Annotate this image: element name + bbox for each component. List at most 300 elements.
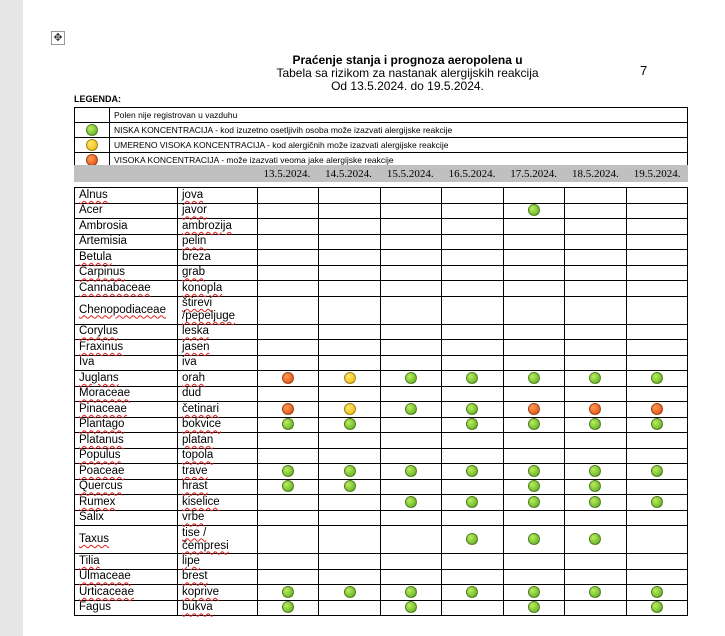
local-name: ambrozija (182, 219, 232, 232)
latin-name-cell (75, 569, 178, 585)
latin-name-cell (75, 281, 178, 297)
low-concentration-dot-icon (466, 533, 478, 545)
table-row (75, 219, 688, 235)
level-cell (626, 265, 687, 281)
level-cell (258, 340, 319, 356)
local-name-cell (178, 203, 258, 219)
latin-name-cell (75, 296, 178, 324)
latin-name: Pinaceae (79, 402, 127, 415)
level-cell (626, 464, 687, 480)
level-cell (442, 371, 503, 387)
level-cell (626, 448, 687, 464)
level-cell (319, 464, 380, 480)
local-name-cell (178, 340, 258, 356)
level-cell (442, 600, 503, 616)
latin-name: Fagus (79, 601, 111, 614)
level-cell (380, 600, 441, 616)
latin-name: Moraceae (79, 387, 131, 400)
level-cell (626, 355, 687, 371)
latin-name: Juglans (79, 371, 119, 384)
level-cell (626, 250, 687, 266)
level-cell (319, 402, 380, 418)
low-concentration-dot-icon (405, 496, 417, 508)
level-cell (442, 402, 503, 418)
page-number: 7 (640, 63, 648, 78)
local-name: hrast (182, 480, 208, 493)
level-cell (503, 265, 564, 281)
level-cell (565, 324, 626, 340)
level-cell (319, 600, 380, 616)
document-title (245, 54, 570, 93)
local-name-cell (178, 479, 258, 495)
local-name-cell (178, 600, 258, 616)
level-cell (319, 324, 380, 340)
latin-name-cell (75, 250, 178, 266)
latin-name: Carpinus (79, 266, 126, 279)
level-cell (626, 203, 687, 219)
latin-name-cell (75, 188, 178, 204)
level-cell (626, 526, 687, 554)
level-cell (565, 433, 626, 449)
legend-text: NISKA KONCENTRACIJA - kod izuzetno osetljivih osoba može izazvati alergijske reakcije (110, 123, 688, 138)
level-cell (442, 554, 503, 570)
local-name: javor (182, 204, 207, 217)
local-name-cell (178, 510, 258, 526)
level-cell (626, 386, 687, 402)
level-cell (258, 479, 319, 495)
level-cell (503, 417, 564, 433)
level-cell (565, 371, 626, 387)
title-line-2: Tabela sa rizikom za nastanak alergijskih reakcija (276, 66, 539, 80)
level-cell (380, 371, 441, 387)
level-cell (319, 340, 380, 356)
level-cell (258, 417, 319, 433)
level-cell (258, 464, 319, 480)
date-header: 17.5.2024. (510, 167, 558, 180)
level-cell (503, 219, 564, 235)
low-concentration-dot-icon (589, 465, 601, 477)
mod-concentration-dot-icon (344, 403, 356, 415)
level-cell (380, 281, 441, 297)
level-cell (503, 371, 564, 387)
level-cell (442, 340, 503, 356)
latin-name: Poaceae (79, 464, 125, 477)
level-cell (626, 324, 687, 340)
local-name-cell (178, 188, 258, 204)
level-cell (565, 417, 626, 433)
local-name-cell (178, 324, 258, 340)
level-cell (319, 203, 380, 219)
table-row (75, 448, 688, 464)
level-cell (503, 234, 564, 250)
level-cell (626, 371, 687, 387)
level-cell (319, 433, 380, 449)
table-row (75, 355, 688, 371)
local-name-cell (178, 464, 258, 480)
local-name: vrbe (182, 511, 205, 524)
legend-row (75, 123, 688, 138)
low-concentration-dot-icon (528, 465, 540, 477)
local-name-cell (178, 402, 258, 418)
low-concentration-dot-icon (466, 403, 478, 415)
latin-name: Betula (79, 250, 112, 263)
level-cell (442, 510, 503, 526)
low-concentration-dot-icon (405, 403, 417, 415)
legend-symbol (75, 123, 110, 138)
local-name: četinari (182, 402, 220, 415)
local-name: platan (182, 433, 214, 446)
legend-text: VISOKA KONCENTRACIJA - može izazvati veoma jake alergijske reakcije (110, 153, 688, 168)
level-cell (565, 495, 626, 511)
local-name: jasen (182, 340, 210, 353)
level-cell (626, 402, 687, 418)
low-concentration-dot-icon (405, 465, 417, 477)
level-cell (380, 355, 441, 371)
level-cell (442, 448, 503, 464)
latin-name: Ambrosia (79, 219, 128, 232)
local-name-cell (178, 281, 258, 297)
local-name: konopla (182, 281, 223, 294)
table-row (75, 402, 688, 418)
local-name-cell (178, 296, 258, 324)
latin-name: Acer (79, 204, 103, 217)
level-cell (319, 417, 380, 433)
date-header: 14.5.2024. (325, 167, 372, 180)
level-cell (319, 479, 380, 495)
table-row (75, 371, 688, 387)
level-cell (258, 495, 319, 511)
date-header: 15.5.2024. (386, 167, 434, 180)
latin-name: Quercus (79, 480, 123, 493)
table-move-handle-icon[interactable]: ✥ (51, 31, 65, 45)
low-concentration-dot-icon (589, 496, 601, 508)
level-cell (565, 203, 626, 219)
level-cell (319, 188, 380, 204)
level-cell (503, 479, 564, 495)
level-cell (258, 265, 319, 281)
level-cell (380, 219, 441, 235)
latin-name: Salix (79, 511, 104, 524)
level-cell (319, 281, 380, 297)
date-header: 13.5.2024. (263, 167, 311, 180)
level-cell (503, 340, 564, 356)
table-row (75, 250, 688, 266)
table-row (75, 526, 688, 554)
latin-name: Plantago (79, 418, 125, 431)
table-row (75, 281, 688, 297)
level-cell (626, 188, 687, 204)
latin-name: Alnus (79, 188, 108, 201)
high-concentration-dot-icon (282, 403, 294, 415)
level-cell (626, 340, 687, 356)
legend-text: UMERENO VISOKA KONCENTRACIJA - kod alergičnih može izazvati alergijske reakcije (110, 138, 688, 153)
low-concentration-dot-icon (528, 204, 540, 216)
level-cell (503, 203, 564, 219)
latin-name-cell (75, 234, 178, 250)
level-cell (258, 569, 319, 585)
level-cell (442, 188, 503, 204)
table-row (75, 554, 688, 570)
latin-name: Platanus (79, 433, 124, 446)
level-cell (380, 402, 441, 418)
latin-name-cell (75, 219, 178, 235)
level-cell (626, 219, 687, 235)
latin-name: Iva (79, 356, 95, 369)
date-header: 16.5.2024. (448, 167, 496, 180)
level-cell (626, 569, 687, 585)
level-cell (503, 386, 564, 402)
local-name: kiselice (182, 495, 220, 508)
low-concentration-dot-icon (528, 533, 540, 545)
table-row (75, 234, 688, 250)
level-cell (258, 386, 319, 402)
low-concentration-dot-icon (589, 533, 601, 545)
level-cell (258, 585, 319, 601)
level-cell (626, 495, 687, 511)
table-row (75, 479, 688, 495)
level-cell (503, 495, 564, 511)
level-cell (565, 234, 626, 250)
level-cell (565, 265, 626, 281)
latin-name: Taxus (79, 533, 110, 545)
level-cell (258, 600, 319, 616)
local-name: lipe (182, 554, 200, 567)
level-cell (258, 433, 319, 449)
level-cell (442, 265, 503, 281)
table-row (75, 417, 688, 433)
level-cell (565, 219, 626, 235)
level-cell (565, 554, 626, 570)
latin-name-cell (75, 340, 178, 356)
low-concentration-dot-icon (282, 480, 294, 492)
low-concentration-dot-icon (405, 372, 417, 384)
level-cell (442, 569, 503, 585)
table-row (75, 324, 688, 340)
level-cell (442, 585, 503, 601)
latin-name-cell (75, 433, 178, 449)
local-name: bukva (182, 601, 213, 614)
level-cell (442, 324, 503, 340)
local-name-cell (178, 371, 258, 387)
legend-symbol (75, 108, 110, 123)
level-cell (380, 495, 441, 511)
high-concentration-dot-icon (528, 403, 540, 415)
latin-name-cell (75, 417, 178, 433)
local-name-cell (178, 265, 258, 281)
level-cell (319, 510, 380, 526)
low-concentration-dot-icon (589, 586, 601, 598)
latin-name-cell (75, 585, 178, 601)
local-name-cell (178, 386, 258, 402)
level-cell (258, 250, 319, 266)
level-cell (442, 464, 503, 480)
mod-concentration-dot-icon (86, 139, 98, 151)
local-name: leska (182, 325, 209, 338)
level-cell (565, 600, 626, 616)
local-name: bokvice (182, 418, 221, 431)
level-cell (380, 479, 441, 495)
level-cell (319, 355, 380, 371)
table-row (75, 585, 688, 601)
local-name: breza (182, 250, 211, 263)
level-cell (442, 433, 503, 449)
level-cell (380, 386, 441, 402)
level-cell (565, 402, 626, 418)
level-cell (626, 600, 687, 616)
table-row (75, 569, 688, 585)
low-concentration-dot-icon (466, 496, 478, 508)
pollen-table (74, 187, 688, 616)
level-cell (319, 554, 380, 570)
level-cell (380, 324, 441, 340)
level-cell (626, 417, 687, 433)
level-cell (258, 526, 319, 554)
level-cell (319, 250, 380, 266)
level-cell (380, 234, 441, 250)
level-cell (503, 281, 564, 297)
level-cell (565, 526, 626, 554)
level-cell (380, 526, 441, 554)
local-name-cell (178, 554, 258, 570)
level-cell (380, 340, 441, 356)
local-name-cell (178, 448, 258, 464)
level-cell (565, 585, 626, 601)
local-name: orah (182, 371, 206, 384)
legend-symbol (75, 138, 110, 153)
level-cell (442, 234, 503, 250)
level-cell (380, 250, 441, 266)
level-cell (258, 219, 319, 235)
level-cell (258, 510, 319, 526)
table-row (75, 495, 688, 511)
low-concentration-dot-icon (528, 601, 540, 613)
high-concentration-dot-icon (282, 372, 294, 384)
level-cell (442, 386, 503, 402)
latin-name-cell (75, 371, 178, 387)
legend-label: LEGENDA: (74, 94, 121, 104)
latin-name: Chenopodiaceae (79, 303, 166, 316)
low-concentration-dot-icon (528, 418, 540, 430)
level-cell (258, 296, 319, 324)
latin-name-cell (75, 464, 178, 480)
high-concentration-dot-icon (651, 403, 663, 415)
level-cell (565, 340, 626, 356)
date-header: 18.5.2024. (571, 167, 619, 180)
level-cell (503, 188, 564, 204)
latin-name-cell (75, 495, 178, 511)
low-concentration-dot-icon (466, 418, 478, 430)
level-cell (380, 569, 441, 585)
latin-name-cell (75, 402, 178, 418)
date-header-spacer (74, 165, 176, 182)
level-cell (503, 569, 564, 585)
local-name: brest (182, 570, 208, 583)
level-cell (258, 281, 319, 297)
local-name-cell (178, 585, 258, 601)
table-row (75, 464, 688, 480)
table-row (75, 510, 688, 526)
level-cell (319, 371, 380, 387)
level-cell (319, 296, 380, 324)
latin-name-cell (75, 554, 178, 570)
latin-name: Ulmaceae (79, 570, 131, 583)
level-cell (565, 448, 626, 464)
local-name: grab (182, 266, 206, 279)
level-cell (442, 296, 503, 324)
table-row (75, 203, 688, 219)
level-cell (565, 569, 626, 585)
table-row (75, 386, 688, 402)
level-cell (380, 585, 441, 601)
level-cell (626, 234, 687, 250)
level-cell (319, 219, 380, 235)
local-name-cell (178, 250, 258, 266)
level-cell (503, 250, 564, 266)
legend-text: Polen nije registrovan u vazduhu (110, 108, 688, 123)
level-cell (565, 355, 626, 371)
low-concentration-dot-icon (466, 372, 478, 384)
latin-name-cell (75, 324, 178, 340)
mod-concentration-dot-icon (344, 372, 356, 384)
table-row (75, 188, 688, 204)
level-cell (258, 402, 319, 418)
level-cell (626, 510, 687, 526)
level-cell (258, 234, 319, 250)
low-concentration-dot-icon (528, 496, 540, 508)
level-cell (258, 203, 319, 219)
level-cell (380, 265, 441, 281)
latin-name: Artemisia (79, 235, 127, 248)
low-concentration-dot-icon (282, 418, 294, 430)
latin-name: Fraxinus (79, 340, 124, 353)
level-cell (442, 417, 503, 433)
level-cell (380, 510, 441, 526)
local-name-cell (178, 433, 258, 449)
level-cell (626, 554, 687, 570)
low-concentration-dot-icon (344, 480, 356, 492)
level-cell (626, 281, 687, 297)
level-cell (626, 296, 687, 324)
low-concentration-dot-icon (282, 465, 294, 477)
date-header-row (74, 165, 688, 182)
level-cell (503, 296, 564, 324)
level-cell (380, 188, 441, 204)
latin-name: Populus (79, 449, 121, 462)
level-cell (565, 479, 626, 495)
local-name: koprive (182, 585, 220, 598)
legend-table (74, 107, 688, 168)
local-name: jova (182, 188, 204, 201)
level-cell (380, 417, 441, 433)
low-concentration-dot-icon (651, 586, 663, 598)
level-cell (503, 464, 564, 480)
level-cell (258, 324, 319, 340)
level-cell (319, 448, 380, 464)
local-name-cell (178, 569, 258, 585)
date-header-spacer (176, 165, 256, 182)
level-cell (503, 355, 564, 371)
low-concentration-dot-icon (344, 586, 356, 598)
latin-name: Rumex (79, 495, 116, 508)
latin-name-cell (75, 510, 178, 526)
low-concentration-dot-icon (528, 480, 540, 492)
local-name: dud (182, 387, 202, 400)
local-name-cell (178, 495, 258, 511)
local-name-cell (178, 234, 258, 250)
level-cell (258, 188, 319, 204)
level-cell (319, 569, 380, 585)
level-cell (380, 203, 441, 219)
